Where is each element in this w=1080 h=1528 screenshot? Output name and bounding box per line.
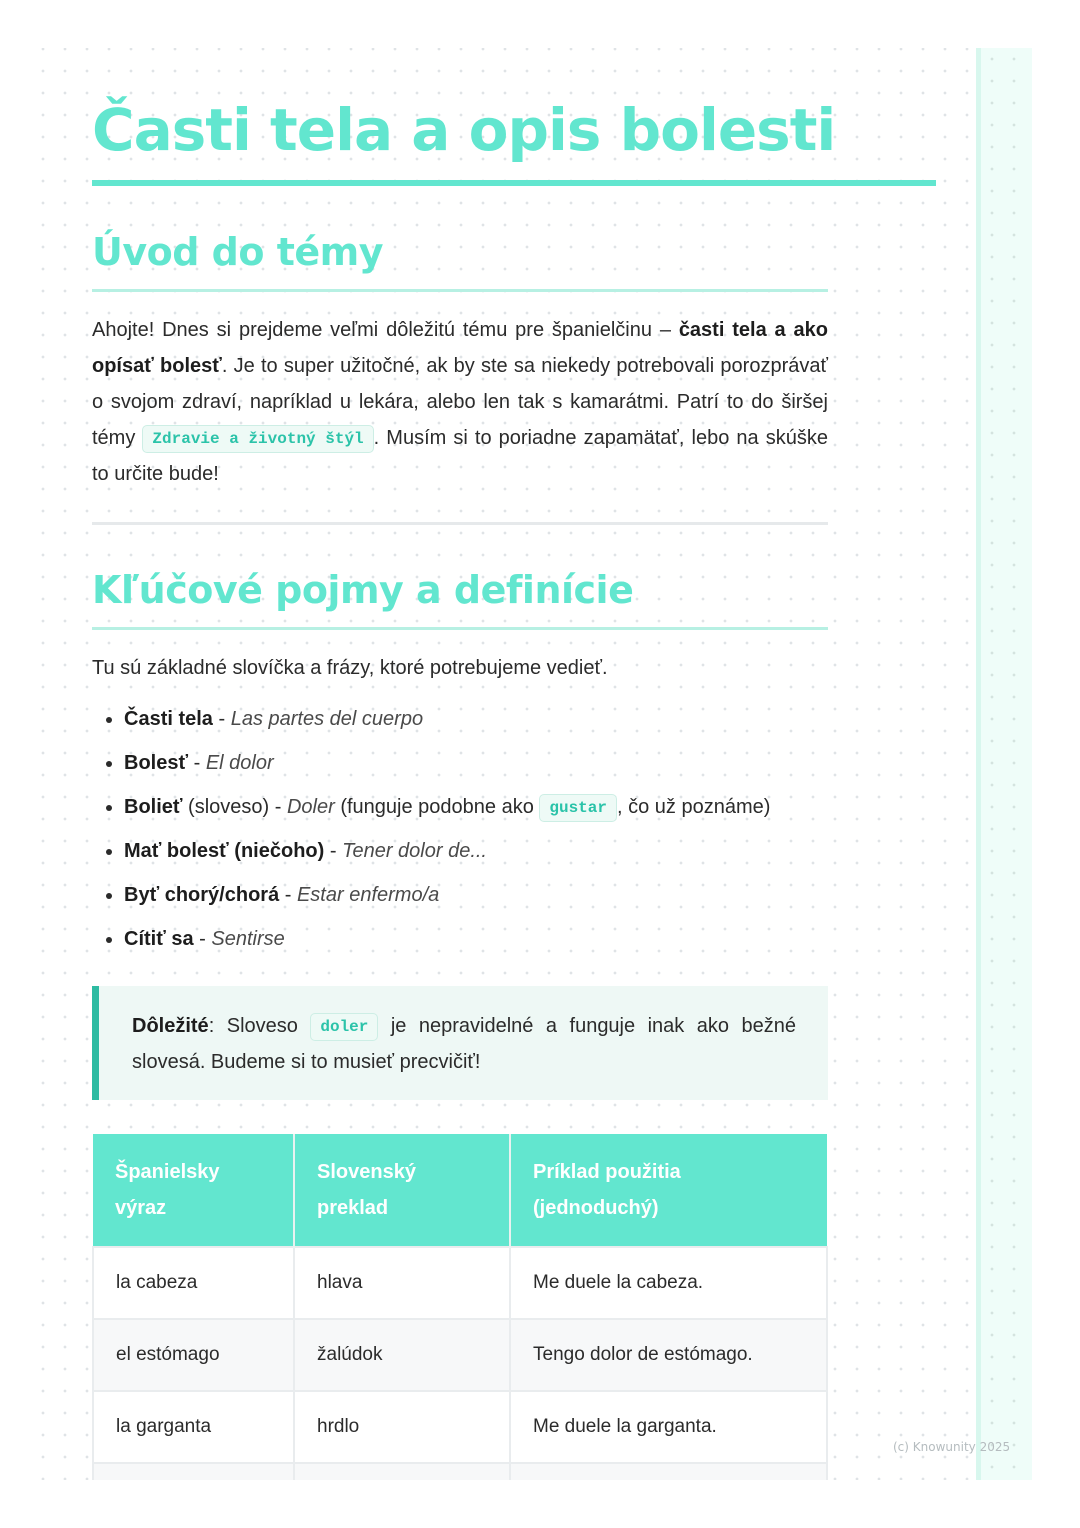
term-separator: -: [193, 928, 212, 950]
term-slovak: Byť chorý/chorá: [124, 884, 280, 906]
term-spanish: Estar enfermo/a: [296, 884, 440, 906]
table-cell: [510, 1463, 827, 1480]
term-spanish: Las partes del cuerpo: [230, 708, 424, 730]
table-cell: la garganta: [93, 1391, 294, 1463]
term-spanish: Sentirse: [211, 928, 285, 950]
callout-text-2: je nepravidelné a funguje inak ako bežné slovesá. Budeme si to musieť precvičiť!: [132, 1015, 796, 1073]
section-underline-key-terms: [92, 627, 828, 630]
term-slovak: Bolesť: [124, 752, 189, 774]
term-slovak: Bolieť: [124, 796, 183, 818]
table-row: [93, 1247, 827, 1319]
vocabulary-table: [92, 1134, 828, 1480]
table-row: [93, 1319, 827, 1391]
intro-bold: časti tela a ako opísať bolesť: [92, 319, 828, 377]
term-separator: -: [324, 840, 343, 862]
topic-code: Zdravie a životný štýl: [142, 425, 373, 453]
copyright-notice: (c) Knowunity 2025: [893, 1440, 1011, 1454]
table-cell: el estómago: [93, 1319, 294, 1391]
table-cell: Tengo dolor de estómago.: [510, 1319, 827, 1391]
table-header-row: [93, 1134, 827, 1247]
intro-text-3: . Musím si to poriadne zapamätať, lebo na skúške to určite bude!: [92, 427, 828, 485]
list-item: [124, 792, 860, 822]
term-separator: -: [279, 884, 297, 906]
list-item: [124, 924, 860, 954]
title-underline: [92, 180, 936, 186]
table-cell: Me duele la garganta.: [510, 1391, 827, 1463]
callout-label: Dôležité: [132, 1015, 209, 1037]
term-separator: -: [188, 752, 206, 774]
term-spanish: Tener dolor de...: [342, 840, 487, 862]
term-spanish: El dolor: [205, 752, 274, 774]
table-cell: hrdlo: [294, 1391, 510, 1463]
key-terms-lead: Tu sú základné slovíčka a frázy, ktoré potrebujeme vedieť.: [92, 657, 608, 679]
key-terms-list: [92, 704, 860, 968]
table-row-truncated: [93, 1463, 827, 1480]
table-row: [93, 1391, 827, 1463]
section-heading-key-terms: Kľúčové pojmy a definície: [92, 568, 634, 612]
list-item: [124, 704, 860, 734]
page: [40, 48, 976, 1480]
table-cell: [294, 1463, 510, 1480]
table-cell: žalúdok: [294, 1319, 510, 1391]
table-cell: la cabeza: [93, 1247, 294, 1319]
term-separator: -: [212, 708, 231, 730]
callout-text-1: : Sloveso: [208, 1015, 311, 1037]
important-callout: [92, 986, 828, 1100]
term-slovak: Mať bolesť (niečoho): [124, 840, 325, 862]
term-tail: , čo už poznáme): [616, 796, 771, 818]
table-cell: Me duele la cabeza.: [510, 1247, 827, 1319]
term-extra: (funguje podobne ako: [334, 796, 540, 818]
intro-text-1: Ahojte! Dnes si prejdeme veľmi dôležitú tému pre španielčinu –: [92, 319, 679, 341]
page-side-strip: [976, 48, 1032, 1480]
list-item: [124, 880, 860, 910]
section-underline-intro: [92, 289, 828, 292]
term-slovak: Cítiť sa: [124, 928, 194, 950]
callout-code: doler: [310, 1013, 378, 1041]
table-header-cell: Slovenský preklad: [294, 1134, 510, 1247]
intro-paragraph: [92, 312, 828, 492]
page-title: Časti tela a opis bolesti: [92, 96, 836, 164]
list-item: [124, 836, 860, 866]
table-cell: hlava: [294, 1247, 510, 1319]
term-code: gustar: [539, 794, 617, 822]
table-cell: [93, 1463, 294, 1480]
term-slovak: Časti tela: [124, 708, 213, 730]
intro-text-2: . Je to super užitočné, ak by ste sa niekedy potrebovali porozprávať o svojom zdraví, napríklad u lekára, alebo len tak s kamarátmi. Patrí to do širšej témy: [92, 355, 828, 449]
term-note: (sloveso): [182, 796, 270, 818]
list-item: [124, 748, 860, 778]
table-header-cell: Príklad použitia (jednoduchý): [510, 1134, 827, 1247]
term-spanish: Doler: [286, 796, 335, 818]
section-divider: [92, 522, 828, 525]
table-header-cell: Španielsky výraz: [93, 1134, 294, 1247]
section-heading-intro: Úvod do témy: [92, 230, 384, 274]
term-separator: -: [269, 796, 287, 818]
